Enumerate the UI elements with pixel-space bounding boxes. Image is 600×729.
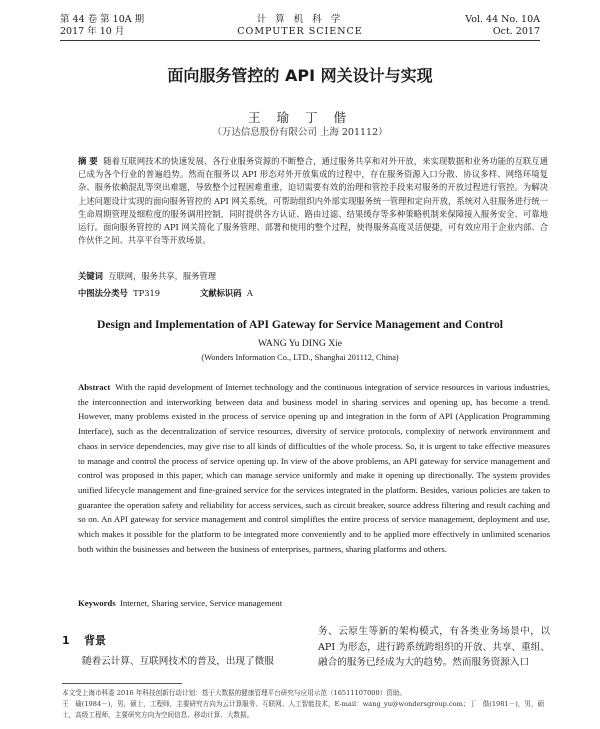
header-volume-en <box>465 14 540 38</box>
abstract-cn-label: 摘 要 <box>78 156 98 166</box>
classification-line <box>78 287 548 299</box>
doc-code-value: A <box>246 288 253 298</box>
authors-cn: 王 瑜 丁 偕 <box>248 110 352 125</box>
keywords-cn-label: 关键词 <box>78 271 103 281</box>
keywords-en <box>78 598 548 608</box>
journal-name-en: COMPUTER SCIENCE <box>237 26 363 37</box>
section-title: 背景 <box>84 634 106 647</box>
affiliation-cn: （万达信息股份有限公司 上海 201112） <box>212 127 388 138</box>
body-left-column: 随着云计算、互联网技术的普及，出现了微服 <box>82 656 274 667</box>
keywords-cn <box>78 270 548 282</box>
doc-code-label: 文献标识码 <box>200 288 242 298</box>
paper-title-en: Design and Implementation of API Gateway for Service Management and Control <box>97 318 503 331</box>
keywords-en-label: Keywords <box>78 598 116 608</box>
affiliation-en: (Wonders Information Co., LTD., Shanghai 201112, China) <box>201 353 399 362</box>
clc-label: 中图法分类号 <box>78 288 128 298</box>
keywords-cn-text: 互联网，服务共享，服务管理 <box>108 271 217 281</box>
abstract-en <box>78 380 550 556</box>
abstract-cn-text: 随着互联网技术的快速发展、各行业服务资源的不断整合，通过服务共享和对外开放，来实现数据和业务功能的互联互通已成为各个行业的普遍趋势。然而在服务以 API 形态对外开放集成的过程中，存在服务资源入口分散、协议多样、网络环境复杂、服务依赖混乱等突出难题，导致整个过程困难重重，迫切需要有效的治理和管控手段来对服务的开放过程进行管控。为解决上述问题设计实现的面向服务管控的 API 网关系统，可帮助组织内外部实现服务统一管理和定向开放，系统对入驻服务进行统一生命周期管理及细粒度的服务调用控制，同时提供各方认证、路由过滤、结果缓存等多种策略机制来保障接入服务安全、可靠地运行。面向服务管控的 API 网关简化了服务管理、部署和使用的整个过程，使得服务高度灵活便捷，可有效应用于企业内部、合作伙伴之间、共享平台等开放场景。 <box>78 156 548 246</box>
header-date-en: Oct. 2017 <box>492 26 540 37</box>
header-volume-issue-cn: 第 44 卷 第 10A 期 <box>60 14 145 25</box>
body-right-column: 务、云原生等新的架构模式，有各类业务场景中，以 API 为形态，进行跨系统跨组织的开放、共享、重组、融合的服务已经成为大的趋势。然而服务资源入口 <box>318 626 550 668</box>
abstract-cn <box>78 155 548 247</box>
clc-value: TP319 <box>133 288 161 298</box>
authors-en: WANG Yu DING Xie <box>257 338 343 349</box>
journal-name-cn: 计 算 机 科 学 <box>256 14 344 25</box>
footnote-funding: 本文受上海市科委 2016 年科技创新行动计划：基于大数据的健康管理平台研究与应用示范（16511107000）资助。 <box>62 689 407 697</box>
keywords-en-text: Internet, Sharing service, Service management <box>120 598 283 608</box>
footnote-author-bio: 王 瑜(1984－)，男，硕士，工程师，主要研究方向为云计算服务、互联网、人工智能技术，E-mail：wang_yu@wondersgroup.com；丁 偕(1981－)，男，硕士，高级工程师，主要研究方向为空间信息、移动计算、大数据。 <box>62 700 545 719</box>
abstract-en-label: Abstract <box>78 382 111 392</box>
running-header <box>60 14 540 41</box>
section-number: 1 <box>62 634 70 647</box>
footnote-divider <box>62 683 182 684</box>
paper-title-cn: 面向服务管控的 API 网关设计与实现 <box>167 66 433 85</box>
section-heading <box>62 632 106 648</box>
header-volume-issue-en: Vol. 44 No. 10A <box>465 14 540 25</box>
abstract-en-text: With the rapid development of Internet technology and the continuous integration of service resources in various industries, the interconnection and interworking between data and business model in sharing services and opening up, has become a trend. However, many problems existed in the process of service opening up and integration in the form of API (Application Programming Interface), such as the decentralization of service resources, diversity of service protocols, complexity of network environment and chaos in service dependencies, may give rise to all kinds of difficulties of the whole process. So, it is urgent to take effective measures to manage and control the process of service opening up. In view of the above problems, an API gateway for service management and control was proposed in this paper, which can manage service uniformly and make it opening up directionally. The system provides unified lifecycle management and fine-grained service for the services integrated in the platform. Besides, various policies are taken to guarantee the operation safety and reliability for access services, such as circuit breaker, source address filtering and result caching and so on. An API gateway for service management and control simplifies the entire process of service management, deployment and use, which makes it possible for the platform to be integrated more conveniently and to be applied more effectively in unlimited scenarios both within the businesses and between the business of enterprises, partners, sharing platforms and others. <box>78 382 551 554</box>
footnotes <box>62 688 550 721</box>
header-date-cn: 2017 年 10 月 <box>60 26 125 37</box>
